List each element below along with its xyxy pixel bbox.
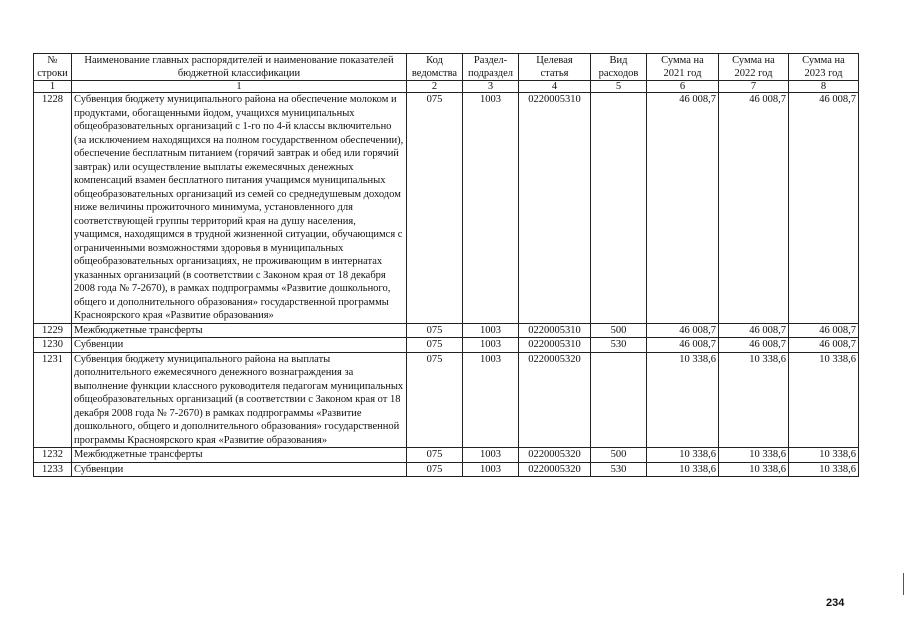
row-sum-2023: 46 008,7 (789, 338, 859, 353)
column-number: 4 (519, 81, 591, 93)
header-row-no: № строки (34, 54, 72, 81)
row-target: 0220005320 (519, 462, 591, 477)
row-dept-code: 075 (407, 448, 463, 463)
column-number: 8 (789, 81, 859, 93)
row-sum-2022: 10 338,6 (719, 352, 789, 448)
header-name: Наименование главных распорядителей и наименование показателей бюджетной классификации (72, 54, 407, 81)
row-target: 0220005310 (519, 93, 591, 324)
row-expense-type: 500 (591, 323, 647, 338)
row-sum-2021: 10 338,6 (647, 462, 719, 477)
row-sum-2021: 10 338,6 (647, 352, 719, 448)
row-expense-type: 500 (591, 448, 647, 463)
row-sum-2021: 46 008,7 (647, 93, 719, 324)
column-number: 1 (34, 81, 72, 93)
row-sum-2021: 46 008,7 (647, 338, 719, 353)
header-row (34, 54, 859, 81)
budget-table (33, 53, 859, 477)
row-section: 1003 (463, 323, 519, 338)
row-sum-2023: 46 008,7 (789, 323, 859, 338)
header-expense-type: Вид расходов (591, 54, 647, 81)
header-dept-code: Код ведомства (407, 54, 463, 81)
row-sum-2022: 46 008,7 (719, 93, 789, 324)
table-row (34, 462, 859, 477)
row-name: Субвенция бюджету муниципального района на выплаты дополнительного ежемесячного денежного вознаграждения за выполнение функции классного руководителя педагогам муниципальных общеобразовательных организаций (в соответствии с Законом края от 18 декабря 2008 года № 7-2670) в рамках подпрограммы «Развитие дошкольного, общего и дополнительного образования» государственной программы Красноярского края «Развитие образования» (72, 352, 407, 448)
row-dept-code: 075 (407, 462, 463, 477)
row-number: 1231 (34, 352, 72, 448)
column-number-row (34, 81, 859, 93)
row-target: 0220005310 (519, 323, 591, 338)
row-section: 1003 (463, 93, 519, 324)
row-sum-2022: 10 338,6 (719, 448, 789, 463)
row-sum-2022: 46 008,7 (719, 323, 789, 338)
row-sum-2023: 46 008,7 (789, 93, 859, 324)
row-expense-type: 530 (591, 338, 647, 353)
row-section: 1003 (463, 338, 519, 353)
row-expense-type (591, 93, 647, 324)
column-number: 6 (647, 81, 719, 93)
row-sum-2022: 10 338,6 (719, 462, 789, 477)
row-sum-2023: 10 338,6 (789, 448, 859, 463)
row-number: 1230 (34, 338, 72, 353)
row-number: 1232 (34, 448, 72, 463)
scan-edge-mark (903, 573, 904, 595)
table-row (34, 448, 859, 463)
column-number: 1 (72, 81, 407, 93)
row-section: 1003 (463, 448, 519, 463)
row-name: Межбюджетные трансферты (72, 323, 407, 338)
table-row (34, 93, 859, 324)
row-dept-code: 075 (407, 323, 463, 338)
column-number: 5 (591, 81, 647, 93)
header-sum-2023: Сумма на 2023 год (789, 54, 859, 81)
header-target: Целевая статья (519, 54, 591, 81)
row-dept-code: 075 (407, 93, 463, 324)
header-section: Раздел- подраздел (463, 54, 519, 81)
table-row (34, 323, 859, 338)
row-sum-2021: 10 338,6 (647, 448, 719, 463)
column-number: 3 (463, 81, 519, 93)
header-sum-2021: Сумма на 2021 год (647, 54, 719, 81)
row-dept-code: 075 (407, 338, 463, 353)
row-name: Субвенция бюджету муниципального района на обеспечение молоком и продуктами, обогащенными йодом, учащихся муниципальных общеобразовательных организаций с 1-го по 4-й классы включительно (за исключением находящихся на полном государственном обеспечении), обеспечение бесплатным питанием (горячий завтрак и обед или горячий завтрак) или осуществление выплаты ежемесячных денежных компенсаций взамен бесплатного питания учащимся муниципальных общеобразовательных организаций из семей со среднедушевым доходом ниже величины прожиточного минимума, установленного для соответствующей группы территорий края на душу населения, учащимся, находящимся в трудной жизненной ситуации, обучающимся с ограниченными возможностями здоровья в муниципальных общеобразовательных организациях, не проживающим в интернатах указанных организаций (в соответствии с Законом края от 18 декабря 2008 года № 7-2670), в рамках подпрограммы «Развитие дошкольного, общего и дополнительного образования» государственной программы Красноярского края «Развитие образования» (72, 93, 407, 324)
row-name: Субвенции (72, 338, 407, 353)
row-number: 1228 (34, 93, 72, 324)
row-name: Межбюджетные трансферты (72, 448, 407, 463)
row-section: 1003 (463, 462, 519, 477)
page-number: 234 (826, 597, 845, 609)
column-number: 7 (719, 81, 789, 93)
row-number: 1229 (34, 323, 72, 338)
row-sum-2022: 46 008,7 (719, 338, 789, 353)
row-number: 1233 (34, 462, 72, 477)
row-expense-type (591, 352, 647, 448)
row-target: 0220005320 (519, 352, 591, 448)
row-name: Субвенции (72, 462, 407, 477)
row-target: 0220005310 (519, 338, 591, 353)
row-expense-type: 530 (591, 462, 647, 477)
row-sum-2023: 10 338,6 (789, 352, 859, 448)
row-dept-code: 075 (407, 352, 463, 448)
table-row (34, 352, 859, 448)
header-sum-2022: Сумма на 2022 год (719, 54, 789, 81)
row-section: 1003 (463, 352, 519, 448)
column-number: 2 (407, 81, 463, 93)
row-target: 0220005320 (519, 448, 591, 463)
row-sum-2021: 46 008,7 (647, 323, 719, 338)
table-row (34, 338, 859, 353)
row-sum-2023: 10 338,6 (789, 462, 859, 477)
